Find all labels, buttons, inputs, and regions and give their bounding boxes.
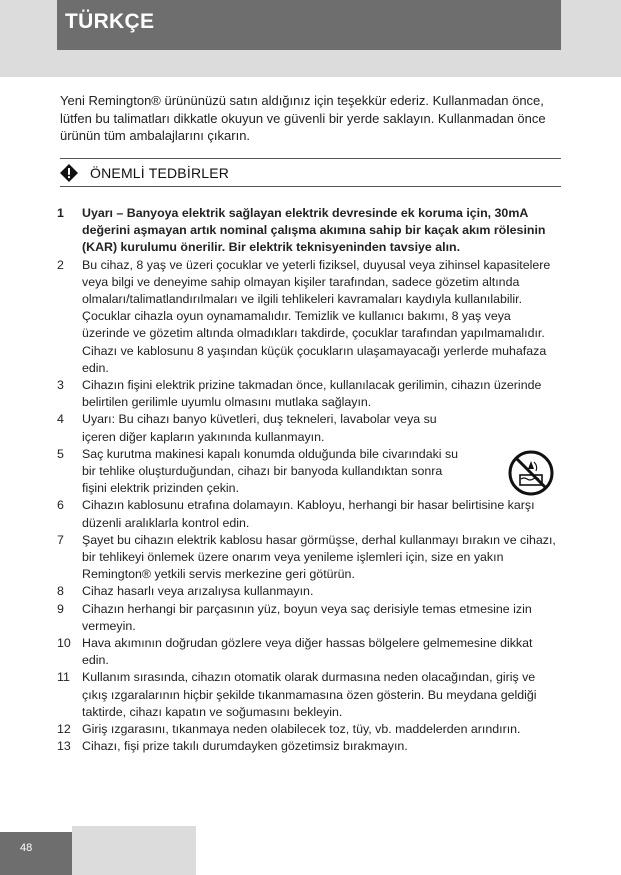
- precautions-list: [57, 205, 557, 756]
- page-number-box: [0, 832, 72, 875]
- item-number: 7: [57, 532, 64, 547]
- list-item: [57, 205, 557, 257]
- item-number: 6: [57, 498, 64, 513]
- list-item: [57, 601, 557, 635]
- item-number: 2: [57, 257, 64, 272]
- item-text: Cihazın kablosunu etrafına dolamayın. Kabloyu, herhangi bir hasar belirtisine karşı düzenli aralıklarla kontrol edin.: [82, 498, 535, 530]
- list-item: [57, 583, 557, 600]
- intro-paragraph: Yeni Remington® ürününüzü satın aldığınız için teşekkür ederiz. Kullanmadan önce, lütfen bu talimatları dikkatle okuyun ve güvenli bir yerde saklayın. Kullanmadan önce ürünün tüm ambalajlarını çıkarın.: [60, 93, 546, 143]
- item-text: Hava akımının doğrudan gözlere veya diğer hassas bölgelere gelmemesine dikkat edin.: [82, 636, 533, 668]
- footer-band: [72, 826, 196, 875]
- section-title: ÖNEMLİ TEDBİRLER: [90, 165, 230, 181]
- item-text: Cihazı, fişi prize takılı durumdayken gözetimsiz bırakmayın.: [82, 739, 408, 754]
- language-title: TÜRKÇE: [65, 10, 155, 33]
- list-item: [57, 738, 557, 755]
- item-number: 5: [57, 446, 64, 461]
- list-item: [57, 446, 557, 498]
- section-divider-top: [60, 158, 561, 159]
- list-item: [57, 721, 557, 738]
- item-number: 13: [57, 739, 71, 754]
- item-number: 4: [57, 412, 64, 427]
- item-text: Cihazın herhangi bir parçasının yüz, boyun veya saç derisiyle temas etmesine izin vermeyin.: [82, 601, 532, 633]
- no-water-symbol-icon: [507, 449, 555, 497]
- item-number: 9: [57, 601, 64, 616]
- item-number: 1: [57, 206, 64, 220]
- list-item: [57, 411, 557, 445]
- item-text: Saç kurutma makinesi kapalı konumda olduğunda bile civarındaki su bir tehlike oluşturduğundan, cihazı bir banyoda kullandıktan sonra fişini elektrik prizinden çekin.: [82, 446, 459, 496]
- warning-diamond-icon: [60, 164, 78, 182]
- item-text: Cihaz hasarlı veya arızalıysa kullanmayın.: [82, 584, 314, 599]
- item-text: Uyarı – Banyoya elektrik sağlayan elektrik devresinde ek koruma için, 30mA değerini aşmayan artık nominal çalışma akımına sahip bir kaçak akım rölesinin (KAR) kurulumu önerilir. Bir elektrik teknisyeninden tavsiye alın.: [82, 206, 546, 255]
- section-divider-bottom: [60, 186, 561, 187]
- page-number: 48: [20, 842, 33, 854]
- item-number: 10: [57, 636, 71, 651]
- list-item: [57, 257, 557, 377]
- item-text: Giriş ızgarasını, tıkanmaya neden olabilecek toz, tüy, vb. maddelerden arındırın.: [82, 722, 521, 737]
- item-text: Cihazın fişini elektrik prizine takmadan önce, kullanılacak gerilimin, cihazın üzerinde belirtilen gerilimle uyumlu olmasını mutlaka sağlayın.: [82, 378, 542, 410]
- item-text: Kullanım sırasında, cihazın otomatik olarak durmasına neden olacağından, giriş ve çıkış ızgaralarının hiçbir şekilde tıkanmamasına özen gösterin. Bu meydana geldiği taktirde, cihazı kapatın ve soğumasını bekleyin.: [82, 670, 537, 719]
- list-item: [57, 669, 557, 721]
- list-item: [57, 497, 557, 531]
- item-text: Şayet bu cihazın elektrik kablosu hasar görmüşse, derhal kullanmayı bırakın ve cihazı, bir tehlikeyi önlemek üzere onarım veya yenileme işlemleri için, size en yakın Remington® yetkili servis merkezine geri götürün.: [82, 532, 556, 582]
- list-item: [57, 377, 557, 411]
- item-number: 8: [57, 584, 64, 599]
- list-item: [57, 635, 557, 669]
- item-text: Uyarı: Bu cihazı banyo küvetleri, duş tekneleri, lavabolar veya su içeren diğer kapların yakınında kullanmayın.: [82, 412, 437, 444]
- item-number: 3: [57, 378, 64, 393]
- item-number: 12: [57, 722, 71, 737]
- item-text: Bu cihaz, 8 yaş ve üzeri çocuklar ve yeterli fiziksel, duyusal veya zihinsel kapasitelere veya bilgi ve deneyime sahip olmayan kişiler tarafından, sadece gözetim altında olmaları/talimatlandırılmaları ve ilgili tehlikeleri kavramaları kaydıyla kullanılabilir. Çocuklar cihazla oyun oynamamalıdır. Temizlik ve kullanıcı bakımı, 8 yaş veya üzerinde ve gözetim altında olmadıkları takdirde, çocuklar tarafından yapılmamalıdır. Cihazı ve kablosunu 8 yaşından küçük çocukların ulaşamayacağı yerlerde muhafaza edin.: [82, 257, 551, 375]
- item-number: 11: [57, 670, 70, 685]
- list-item: [57, 532, 557, 584]
